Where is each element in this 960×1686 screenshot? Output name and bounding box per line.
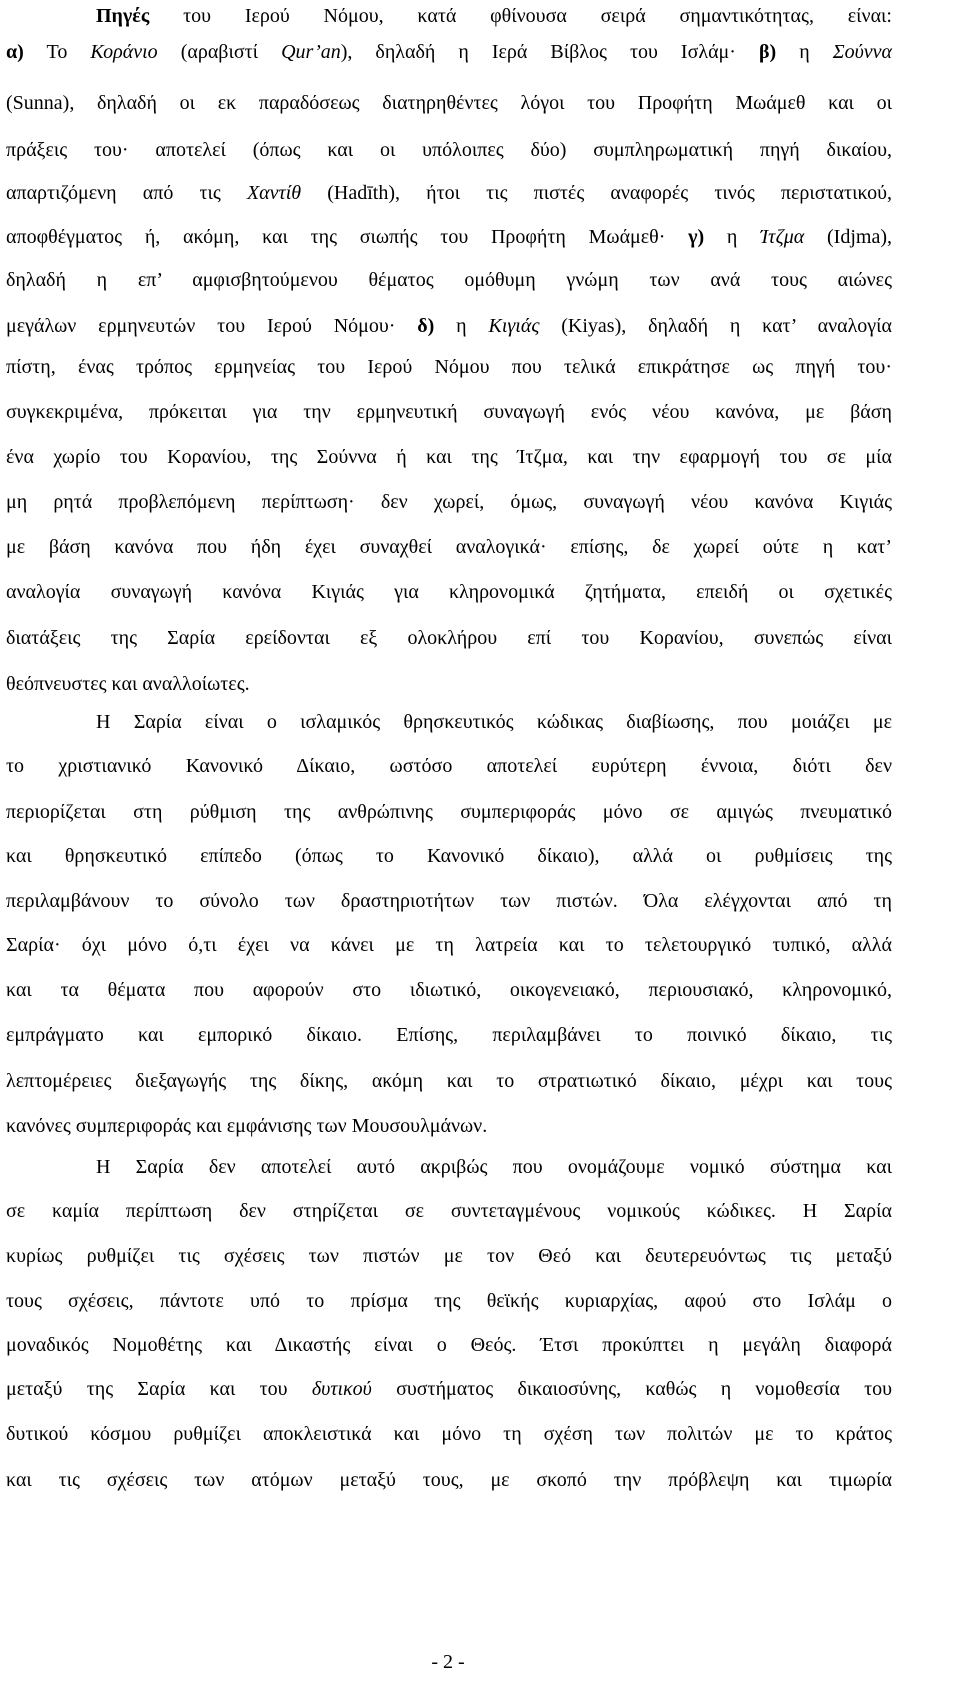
text-line: περιλαμβάνουν το σύνολο των δραστηριοτήτων των πιστών. Όλα ελέγχονται από τη	[6, 890, 892, 912]
text-line: και τις σχέσεις των ατόμων μεταξύ τους, με σκοπό την πρόβλεψη και τιμωρία	[6, 1469, 892, 1491]
text-line: πράξεις του· αποτελεί (όπως και οι υπόλοιπες δύο) συμπληρωματική πηγή δικαίου,	[6, 139, 892, 161]
text-line: σε καμία περίπτωση δεν στηρίζεται σε συντεταγμένους νομικούς κώδικες. Η Σαρία	[6, 1200, 892, 1222]
text-line: ένα χωρίο του Κορανίου, της Σούννα ή και της Ίτζμα, και την εφαρμογή του σε μία	[6, 446, 892, 468]
text-line: μεγάλων ερμηνευτών του Ιερού Νόμου· δ) η Κιγιάς (Kiyas), δηλαδή η κατ’ αναλογία	[6, 315, 892, 337]
text-line: θεόπνευστες και αναλλοίωτες.	[6, 673, 250, 695]
text-line: αποφθέγματος ή, ακόμη, και της σιωπής του Προφήτη Μωάμεθ· γ) η Ίτζμα (Idjma),	[6, 226, 892, 248]
text-line: περιορίζεται στη ρύθμιση της ανθρώπινης συμπεριφοράς μόνο σε αμιγώς πνευματικό	[6, 801, 892, 823]
text-line: και τα θέματα που αφορούν στο ιδιωτικό, οικογενειακό, περιουσιακό, κληρονομικό,	[6, 979, 892, 1001]
text-line: κυρίως ρυθμίζει τις σχέσεις των πιστών με τον Θεό και δευτερευόντως τις μεταξύ	[6, 1245, 892, 1267]
text-line: μεταξύ της Σαρία και του δυτικού συστήματος δικαιοσύνης, καθώς η νομοθεσία του	[6, 1378, 893, 1400]
text-line: δηλαδή η επ’ αμφισβητούμενου θέματος ομόθυμη γνώμη των ανά τους αιώνες	[6, 269, 892, 291]
text-line: μοναδικός Νομοθέτης και Δικαστής είναι ο Θεός. Έτσι προκύπτει η μεγάλη διαφορά	[6, 1334, 892, 1356]
text-line: δυτικού κόσμου ρυθμίζει αποκλειστικά και μόνο τη σχέση των πολιτών με το κράτος	[6, 1423, 892, 1445]
text-line: εμπράγματο και εμπορικό δίκαιο. Επίσης, περιλαμβάνει το ποινικό δίκαιο, τις	[6, 1024, 892, 1046]
text-line: αναλογία συναγωγή κανόνα Κιγιάς για κληρονομικά ζητήματα, επειδή οι σχετικές	[6, 581, 892, 603]
text-line: απαρτιζόμενη από τις Χαντίθ (Hadīth), ήτοι τις πιστές αναφορές τινός περιστατικού,	[6, 182, 892, 204]
text-line: μη ρητά προβλεπόμενη περίπτωση· δεν χωρεί, όμως, συναγωγή νέου κανόνα Κιγιάς	[6, 491, 892, 513]
text-line: και θρησκευτικό επίπεδο (όπως το Κανονικό δίκαιο), αλλά οι ρυθμίσεις της	[6, 845, 892, 867]
text-line: Η Σαρία είναι ο ισλαμικός θρησκευτικός κώδικας διαβίωσης, που μοιάζει με	[96, 711, 892, 733]
page-number: - 2 -	[431, 1651, 465, 1673]
text-line: Σαρία· όχι μόνο ό,τι έχει να κάνει με τη λατρεία και το τελετουργικό τυπικό, αλλά	[6, 934, 892, 956]
text-line: με βάση κανόνα που ήδη έχει συναχθεί αναλογικά· επίσης, δε χωρεί ούτε η κατ’	[6, 536, 892, 558]
text-line: πίστη, ένας τρόπος ερμηνείας του Ιερού Νόμου που τελικά επικράτησε ως πηγή του·	[6, 356, 892, 378]
text-line: κανόνες συμπεριφοράς και εμφάνισης των Μουσουλμάνων.	[6, 1115, 488, 1137]
text-line: α) Το Κοράνιο (αραβιστί Qur’an), δηλαδή η Ιερά Βίβλος του Ισλάμ· β) η Σούννα	[6, 41, 893, 63]
text-line: Η Σαρία δεν αποτελεί αυτό ακριβώς που ονομάζουμε νομικό σύστημα και	[96, 1156, 892, 1178]
text-line: διατάξεις της Σαρία ερείδονται εξ ολοκλήρου επί του Κορανίου, συνεπώς είναι	[6, 627, 892, 649]
text-line: (Sunna), δηλαδή οι εκ παραδόσεως διατηρηθέντες λόγοι του Προφήτη Μωάμεθ και οι	[6, 92, 892, 114]
text-line: λεπτομέρειες διεξαγωγής της δίκης, ακόμη και το στρατιωτικό δίκαιο, μέχρι και τους	[6, 1070, 892, 1092]
text-line: συγκεκριμένα, πρόκειται για την ερμηνευτική συναγωγή ενός νέου κανόνα, με βάση	[6, 401, 892, 423]
text-line: τους σχέσεις, πάντοτε υπό το πρίσμα της θεϊκής κυριαρχίας, αφού στο Ισλάμ ο	[6, 1290, 892, 1312]
text-line: Πηγές του Ιερού Νόμου, κατά φθίνουσα σειρά σημαντικότητας, είναι:	[96, 5, 892, 27]
text-line: το χριστιανικό Κανονικό Δίκαιο, ωστόσο αποτελεί ευρύτερη έννοια, διότι δεν	[6, 755, 892, 777]
